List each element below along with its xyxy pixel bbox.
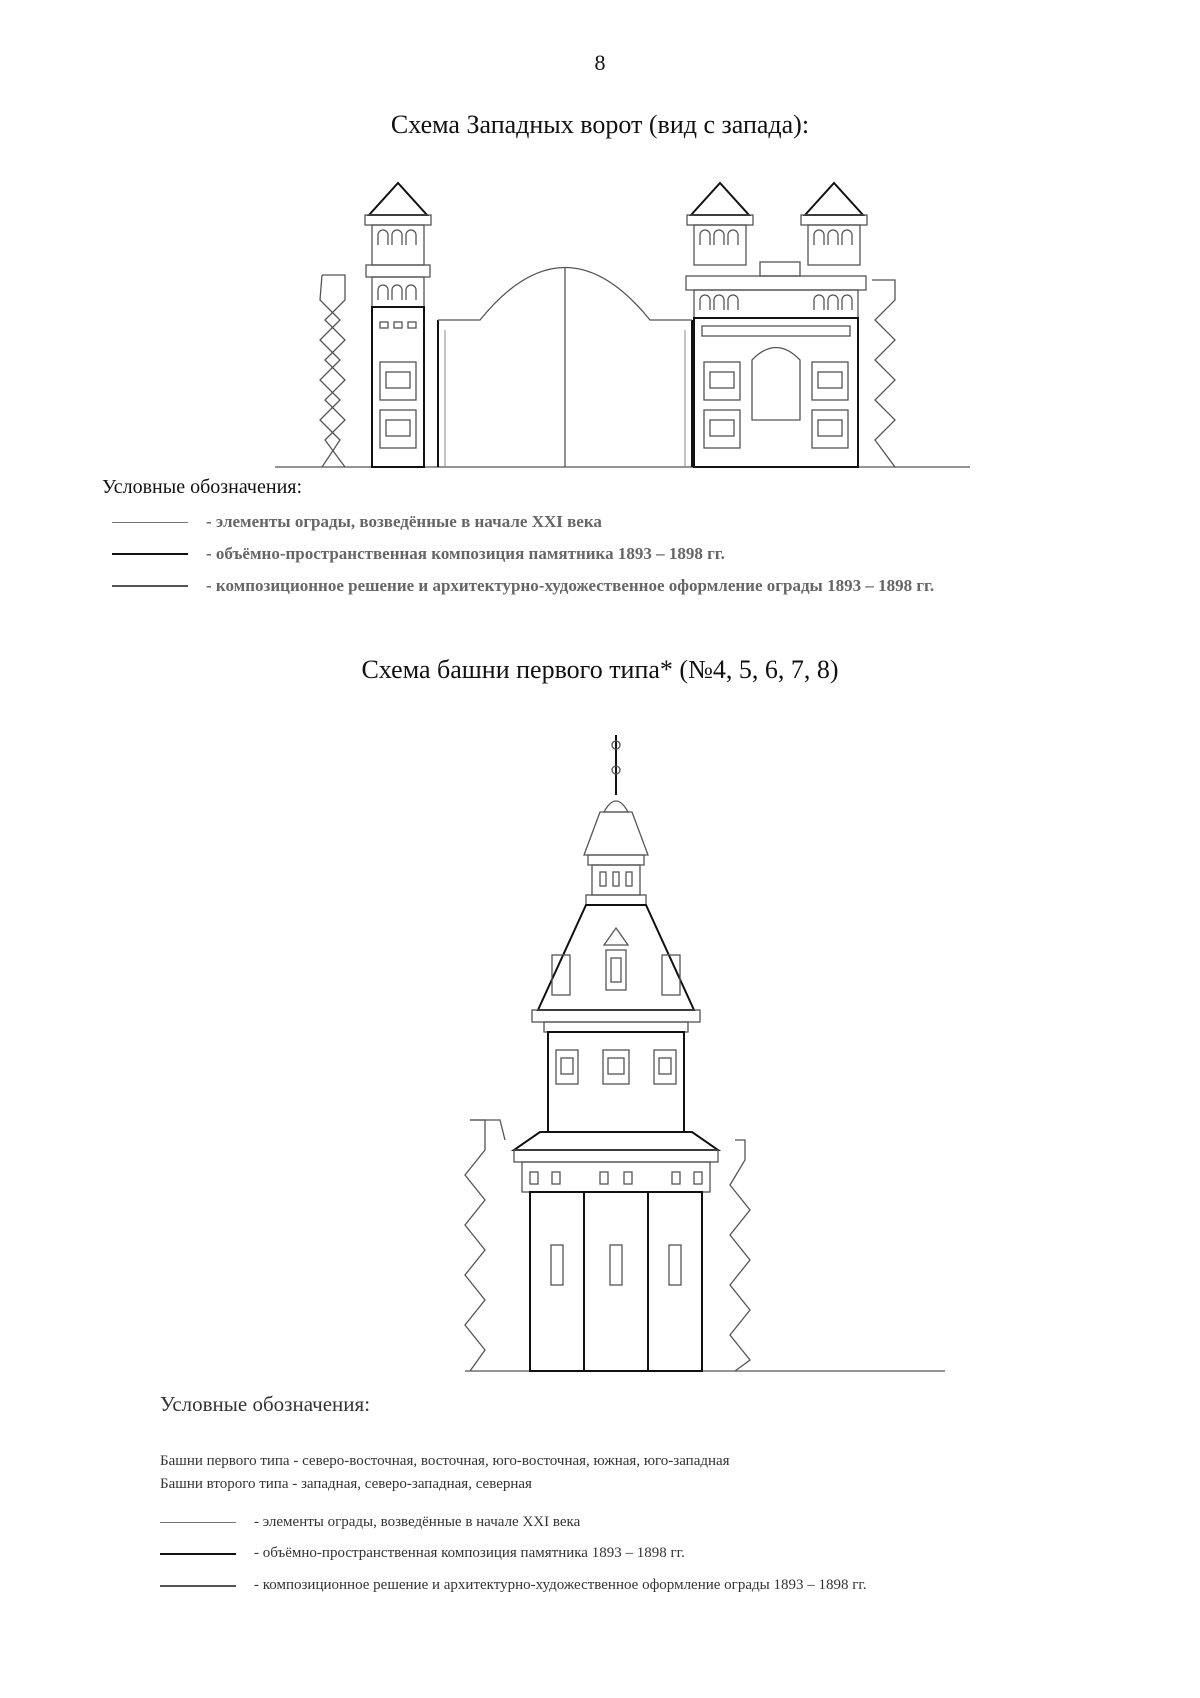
legend2-row-3 [160,1577,867,1594]
legend2-row-2 [160,1545,685,1562]
legend1-row-3 [112,576,934,596]
legend-line-grey [160,1585,236,1587]
note-first-type: Башни первого типа - северо-восточная, восточная, юго-восточная, южная, юго-западная [160,1453,730,1469]
legend1-text-1: - элементы ограды, возведённые в начале XXI века [206,512,602,531]
legend-line-grey [112,585,188,587]
legend1-row-1 [112,512,602,532]
legend2-text-2: - объёмно-пространственная композиция памятника 1893 – 1898 гг. [254,1545,685,1561]
legend-line-thin [112,522,188,523]
scheme1-title: Схема Западных ворот (вид с запада): [390,110,810,139]
legend-line-thick [160,1553,236,1555]
legend1-text-2: - объёмно-пространственная композиция памятника 1893 – 1898 гг. [206,544,725,563]
legend2-row-1 [160,1514,580,1531]
legend2-heading: Условные обозначения: [160,1392,371,1416]
note-second-type: Башни второго типа - западная, северо-западная, северная [160,1476,532,1492]
legend1-text-3: - композиционное решение и архитектурно-художественное оформление ограды 1893 – 1898 гг. [206,576,935,595]
page-number: 8 [594,50,606,75]
legend1-heading: Условные обозначения: [102,476,303,498]
scheme2-title: Схема башни первого типа* (№4, 5, 6, 7, 8) [361,655,839,684]
legend2-text-3: - композиционное решение и архитектурно-художественное оформление ограды 1893 – 1898 гг. [254,1577,867,1593]
legend1-row-2 [112,544,725,564]
tower-drawing [0,700,1200,1400]
legend-line-thick [112,553,188,555]
legend-line-thin [160,1522,236,1523]
legend2-text-1: - элементы ограды, возведённые в начале XXI века [254,1514,581,1530]
west-gate-drawing [0,0,1200,480]
